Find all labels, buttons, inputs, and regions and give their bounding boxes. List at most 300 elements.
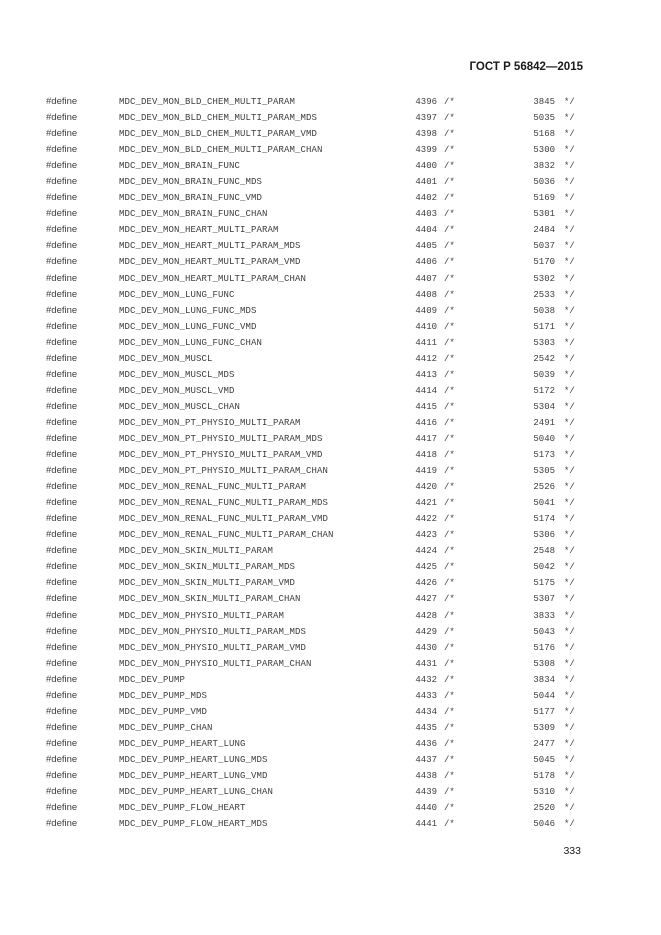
constant-value: 4432: [415, 674, 437, 685]
define-row: [0, 206, 661, 222]
comment-open: /*: [444, 803, 455, 814]
define-row: [0, 190, 661, 206]
comment-close: */: [564, 594, 575, 605]
constant-name: MDC_DEV_MON_MUSCL_VMD: [119, 385, 235, 396]
constant-value: 4416: [415, 417, 437, 428]
define-keyword: #define: [46, 657, 78, 669]
comment-open: /*: [444, 113, 455, 124]
constant-value: 4410: [415, 321, 437, 332]
comment-code: 5303: [533, 337, 555, 348]
comment-code: 5307: [533, 594, 555, 605]
constant-name: MDC_DEV_MON_SKIN_MULTI_PARAM_CHAN: [119, 594, 301, 605]
comment-close: */: [564, 225, 575, 236]
comment-code: 5046: [533, 819, 555, 830]
comment-close: */: [564, 738, 575, 749]
constant-value: 4429: [415, 626, 437, 637]
constant-value: 4408: [415, 289, 437, 300]
constant-value: 4437: [415, 754, 437, 765]
comment-open: /*: [444, 482, 455, 493]
constant-name: MDC_DEV_MON_SKIN_MULTI_PARAM_MDS: [119, 562, 296, 573]
define-keyword: #define: [46, 144, 78, 156]
define-row: [0, 94, 661, 110]
comment-close: */: [564, 530, 575, 541]
constant-name: MDC_DEV_MON_BLD_CHEM_MULTI_PARAM_MDS: [119, 113, 318, 124]
define-keyword: #define: [46, 128, 78, 140]
define-keyword: #define: [46, 176, 78, 188]
define-row: [0, 495, 661, 511]
comment-close: */: [564, 337, 575, 348]
comment-close: */: [564, 482, 575, 493]
comment-open: /*: [444, 674, 455, 685]
comment-code: 5310: [533, 787, 555, 798]
comment-code: 5300: [533, 145, 555, 156]
comment-close: */: [564, 706, 575, 717]
define-row: [0, 688, 661, 704]
comment-open: /*: [444, 273, 455, 284]
comment-open: /*: [444, 257, 455, 268]
constant-value: 4402: [415, 193, 437, 204]
constant-name: MDC_DEV_PUMP_FLOW_HEART_MDS: [119, 819, 268, 830]
constant-value: 4420: [415, 482, 437, 493]
comment-close: */: [564, 433, 575, 444]
define-keyword: #define: [46, 481, 78, 493]
constant-value: 4398: [415, 129, 437, 140]
define-keyword: #define: [46, 224, 78, 236]
comment-open: /*: [444, 690, 455, 701]
define-row: [0, 110, 661, 126]
comment-close: */: [564, 161, 575, 172]
define-row: [0, 399, 661, 415]
define-keyword: #define: [46, 192, 78, 204]
define-row: [0, 752, 661, 768]
define-keyword: #define: [46, 641, 78, 653]
define-keyword: #define: [46, 208, 78, 220]
comment-code: 5044: [533, 690, 555, 701]
define-keyword: #define: [46, 112, 78, 124]
define-keyword: #define: [46, 160, 78, 172]
define-row: [0, 768, 661, 784]
constant-name: MDC_DEV_MON_PT_PHYSIO_MULTI_PARAM: [119, 417, 301, 428]
constant-name: MDC_DEV_PUMP_VMD: [119, 706, 208, 717]
constant-value: 4414: [415, 385, 437, 396]
constant-value: 4425: [415, 562, 437, 573]
comment-close: */: [564, 610, 575, 621]
define-keyword: #define: [46, 400, 78, 412]
define-row: [0, 736, 661, 752]
comment-code: 5177: [533, 706, 555, 717]
define-keyword: #define: [46, 737, 78, 749]
comment-open: /*: [444, 305, 455, 316]
constant-value: 4426: [415, 578, 437, 589]
define-keyword: #define: [46, 673, 78, 685]
define-row: [0, 271, 661, 287]
constant-value: 4419: [415, 466, 437, 477]
define-keyword: #define: [46, 513, 78, 525]
comment-code: 2484: [533, 225, 555, 236]
constant-name: MDC_DEV_MON_BRAIN_FUNC_MDS: [119, 177, 263, 188]
comment-open: /*: [444, 321, 455, 332]
constant-value: 4417: [415, 433, 437, 444]
define-row: [0, 816, 661, 832]
comment-close: */: [564, 658, 575, 669]
define-keyword: #define: [46, 625, 78, 637]
constant-name: MDC_DEV_MON_PHYSIO_MULTI_PARAM_VMD: [119, 642, 307, 653]
comment-close: */: [564, 562, 575, 573]
constant-value: 4418: [415, 450, 437, 461]
comment-code: 5042: [533, 562, 555, 573]
constant-value: 4436: [415, 738, 437, 749]
define-keyword: #define: [46, 769, 78, 781]
define-row: [0, 624, 661, 640]
define-keyword: #define: [46, 593, 78, 605]
comment-open: /*: [444, 466, 455, 477]
constant-value: 4411: [415, 337, 437, 348]
constant-value: 4421: [415, 498, 437, 509]
comment-code: 5305: [533, 466, 555, 477]
comment-code: 5039: [533, 369, 555, 380]
constant-name: MDC_DEV_MON_MUSCL: [119, 353, 213, 364]
constant-value: 4440: [415, 803, 437, 814]
define-keyword: #define: [46, 802, 78, 814]
comment-code: 5174: [533, 514, 555, 525]
comment-close: */: [564, 498, 575, 509]
define-row: [0, 222, 661, 238]
define-keyword: #define: [46, 384, 78, 396]
comment-open: /*: [444, 417, 455, 428]
comment-code: 5178: [533, 770, 555, 781]
constant-name: MDC_DEV_PUMP_HEART_LUNG_MDS: [119, 754, 268, 765]
comment-code: 2548: [533, 546, 555, 557]
define-row: [0, 527, 661, 543]
comment-open: /*: [444, 787, 455, 798]
define-keyword: #define: [46, 753, 78, 765]
define-keyword: #define: [46, 304, 78, 316]
define-row: [0, 591, 661, 607]
comment-close: */: [564, 722, 575, 733]
define-row: [0, 351, 661, 367]
comment-close: */: [564, 819, 575, 830]
constant-name: MDC_DEV_MON_HEART_MULTI_PARAM_CHAN: [119, 273, 307, 284]
define-row: [0, 319, 661, 335]
comment-open: /*: [444, 754, 455, 765]
comment-code: 5308: [533, 658, 555, 669]
constant-value: 4441: [415, 819, 437, 830]
comment-open: /*: [444, 530, 455, 541]
comment-code: 2542: [533, 353, 555, 364]
comment-code: 5036: [533, 177, 555, 188]
define-keyword: #define: [46, 577, 78, 589]
define-row: [0, 575, 661, 591]
constant-name: MDC_DEV_MON_PHYSIO_MULTI_PARAM_CHAN: [119, 658, 312, 669]
constant-value: 4396: [415, 97, 437, 107]
define-keyword: #define: [46, 416, 78, 428]
page-number: 333: [563, 845, 581, 857]
comment-close: */: [564, 305, 575, 316]
define-row: [0, 142, 661, 158]
comment-close: */: [564, 257, 575, 268]
comment-code: 5175: [533, 578, 555, 589]
comment-open: /*: [444, 337, 455, 348]
define-row: [0, 463, 661, 479]
comment-close: */: [564, 417, 575, 428]
constant-name: MDC_DEV_MON_PT_PHYSIO_MULTI_PARAM_VMD: [119, 450, 323, 461]
define-row: [0, 720, 661, 736]
comment-close: */: [564, 642, 575, 653]
comment-code: 5169: [533, 193, 555, 204]
constant-name: MDC_DEV_PUMP_MDS: [119, 690, 208, 701]
constant-name: MDC_DEV_MON_PHYSIO_MULTI_PARAM: [119, 610, 285, 621]
comment-open: /*: [444, 770, 455, 781]
define-row: [0, 158, 661, 174]
constant-name: MDC_DEV_MON_HEART_MULTI_PARAM_MDS: [119, 241, 301, 252]
constant-name: MDC_DEV_MON_RENAL_FUNC_MULTI_PARAM_CHAN: [119, 530, 334, 541]
comment-code: 5309: [533, 722, 555, 733]
comment-open: /*: [444, 177, 455, 188]
define-row: [0, 800, 661, 816]
define-keyword: #define: [46, 545, 78, 557]
constant-name: MDC_DEV_MON_MUSCL_CHAN: [119, 401, 241, 412]
constant-value: 4438: [415, 770, 437, 781]
comment-close: */: [564, 193, 575, 204]
constant-value: 4431: [415, 658, 437, 669]
define-keyword: #define: [46, 96, 78, 107]
constant-value: 4412: [415, 353, 437, 364]
comment-close: */: [564, 385, 575, 396]
comment-code: 3845: [533, 97, 555, 107]
define-keyword: #define: [46, 368, 78, 380]
comment-open: /*: [444, 145, 455, 156]
constant-name: MDC_DEV_MON_PT_PHYSIO_MULTI_PARAM_MDS: [119, 433, 323, 444]
define-row: [0, 640, 661, 656]
comment-open: /*: [444, 369, 455, 380]
define-keyword: #define: [46, 240, 78, 252]
constant-name: MDC_DEV_MON_RENAL_FUNC_MULTI_PARAM_VMD: [119, 514, 329, 525]
constant-value: 4409: [415, 305, 437, 316]
comment-close: */: [564, 129, 575, 140]
comment-close: */: [564, 754, 575, 765]
constant-value: 4428: [415, 610, 437, 621]
comment-close: */: [564, 113, 575, 124]
define-row: [0, 303, 661, 319]
define-keyword: #define: [46, 465, 78, 477]
constant-value: 4407: [415, 273, 437, 284]
define-row: [0, 656, 661, 672]
comment-open: /*: [444, 594, 455, 605]
comment-open: /*: [444, 610, 455, 621]
comment-open: /*: [444, 819, 455, 830]
define-keyword: #define: [46, 320, 78, 332]
constant-name: MDC_DEV_MON_BLD_CHEM_MULTI_PARAM_CHAN: [119, 145, 323, 156]
constant-name: MDC_DEV_PUMP_HEART_LUNG: [119, 738, 246, 749]
comment-close: */: [564, 209, 575, 220]
comment-open: /*: [444, 658, 455, 669]
comment-open: /*: [444, 562, 455, 573]
comment-code: 5301: [533, 209, 555, 220]
comment-open: /*: [444, 241, 455, 252]
comment-code: 3833: [533, 610, 555, 621]
comment-open: /*: [444, 353, 455, 364]
define-keyword: #define: [46, 449, 78, 461]
constant-name: MDC_DEV_PUMP_HEART_LUNG_VMD: [119, 770, 268, 781]
comment-code: 5040: [533, 433, 555, 444]
comment-close: */: [564, 803, 575, 814]
comment-close: */: [564, 241, 575, 252]
constant-value: 4439: [415, 787, 437, 798]
define-row: [0, 559, 661, 575]
define-keyword: #define: [46, 352, 78, 364]
constant-name: MDC_DEV_MON_BRAIN_FUNC_VMD: [119, 193, 263, 204]
define-row: [0, 431, 661, 447]
comment-open: /*: [444, 129, 455, 140]
comment-code: 5171: [533, 321, 555, 332]
constant-name: MDC_DEV_PUMP: [119, 674, 186, 685]
constant-name: MDC_DEV_PUMP_FLOW_HEART: [119, 803, 246, 814]
comment-code: 2491: [533, 417, 555, 428]
define-keyword: #define: [46, 689, 78, 701]
define-keyword: #define: [46, 721, 78, 733]
define-keyword: #define: [46, 561, 78, 573]
define-keyword: #define: [46, 432, 78, 444]
comment-close: */: [564, 674, 575, 685]
define-row: [0, 543, 661, 559]
constant-value: 4434: [415, 706, 437, 717]
comment-close: */: [564, 289, 575, 300]
define-row: [0, 704, 661, 720]
define-keyword: #define: [46, 256, 78, 268]
constant-value: 4424: [415, 546, 437, 557]
constant-name: MDC_DEV_MON_BRAIN_FUNC_CHAN: [119, 209, 268, 220]
comment-open: /*: [444, 498, 455, 509]
define-row: [0, 511, 661, 527]
comment-close: */: [564, 450, 575, 461]
define-row: [0, 126, 661, 142]
define-row: [0, 238, 661, 254]
comment-code: 5304: [533, 401, 555, 412]
define-keyword: #define: [46, 272, 78, 284]
define-keyword: #define: [46, 705, 78, 717]
comment-code: 5302: [533, 273, 555, 284]
define-keyword: #define: [46, 497, 78, 509]
comment-code: 5172: [533, 385, 555, 396]
comment-close: */: [564, 321, 575, 332]
constant-name: MDC_DEV_MON_PHYSIO_MULTI_PARAM_MDS: [119, 626, 307, 637]
comment-open: /*: [444, 193, 455, 204]
comment-close: */: [564, 466, 575, 477]
constant-name: MDC_DEV_MON_BRAIN_FUNC: [119, 161, 241, 172]
constant-name: MDC_DEV_MON_HEART_MULTI_PARAM_VMD: [119, 257, 301, 268]
comment-close: */: [564, 353, 575, 364]
comment-open: /*: [444, 225, 455, 236]
define-row: [0, 447, 661, 463]
define-keyword: #define: [46, 529, 78, 541]
define-row: [0, 672, 661, 688]
constant-name: MDC_DEV_MON_SKIN_MULTI_PARAM: [119, 546, 274, 557]
constant-name: MDC_DEV_MON_LUNG_FUNC_CHAN: [119, 337, 263, 348]
define-row: [0, 335, 661, 351]
comment-open: /*: [444, 626, 455, 637]
define-keyword: #define: [46, 336, 78, 348]
define-row: [0, 383, 661, 399]
constant-value: 4413: [415, 369, 437, 380]
comment-open: /*: [444, 738, 455, 749]
comment-open: /*: [444, 433, 455, 444]
comment-open: /*: [444, 385, 455, 396]
comment-open: /*: [444, 642, 455, 653]
comment-code: 5176: [533, 642, 555, 653]
comment-code: 2520: [533, 803, 555, 814]
define-row: [0, 174, 661, 190]
constant-name: MDC_DEV_MON_BLD_CHEM_MULTI_PARAM_VMD: [119, 129, 318, 140]
comment-close: */: [564, 787, 575, 798]
comment-code: 2526: [533, 482, 555, 493]
define-list: [0, 94, 661, 832]
comment-close: */: [564, 145, 575, 156]
comment-open: /*: [444, 401, 455, 412]
comment-open: /*: [444, 97, 455, 107]
comment-code: 5037: [533, 241, 555, 252]
constant-name: MDC_DEV_MON_RENAL_FUNC_MULTI_PARAM_MDS: [119, 498, 329, 509]
comment-open: /*: [444, 722, 455, 733]
comment-open: /*: [444, 514, 455, 525]
constant-value: 4399: [415, 145, 437, 156]
constant-value: 4423: [415, 530, 437, 541]
comment-code: 5045: [533, 754, 555, 765]
constant-name: MDC_DEV_MON_LUNG_FUNC_VMD: [119, 321, 257, 332]
constant-value: 4397: [415, 113, 437, 124]
comment-code: 5170: [533, 257, 555, 268]
define-row: [0, 367, 661, 383]
define-row: [0, 784, 661, 800]
constant-name: MDC_DEV_MON_HEART_MULTI_PARAM: [119, 225, 279, 236]
comment-close: */: [564, 578, 575, 589]
constant-value: 4427: [415, 594, 437, 605]
constant-name: MDC_DEV_MON_SKIN_MULTI_PARAM_VMD: [119, 578, 296, 589]
comment-code: 5168: [533, 129, 555, 140]
constant-value: 4433: [415, 690, 437, 701]
comment-code: 5043: [533, 626, 555, 637]
comment-open: /*: [444, 578, 455, 589]
comment-close: */: [564, 626, 575, 637]
define-row: [0, 415, 661, 431]
comment-code: 3832: [533, 161, 555, 172]
comment-code: 2533: [533, 289, 555, 300]
comment-close: */: [564, 97, 575, 107]
constant-name: MDC_DEV_MON_MUSCL_MDS: [119, 369, 235, 380]
comment-close: */: [564, 770, 575, 781]
constant-value: 4422: [415, 514, 437, 525]
comment-code: 5306: [533, 530, 555, 541]
define-row: [0, 608, 661, 624]
comment-code: 2477: [533, 738, 555, 749]
comment-open: /*: [444, 546, 455, 557]
comment-open: /*: [444, 706, 455, 717]
comment-close: */: [564, 177, 575, 188]
constant-value: 4435: [415, 722, 437, 733]
constant-value: 4406: [415, 257, 437, 268]
comment-close: */: [564, 401, 575, 412]
define-keyword: #define: [46, 609, 78, 621]
comment-open: /*: [444, 209, 455, 220]
comment-close: */: [564, 514, 575, 525]
constant-name: MDC_DEV_MON_LUNG_FUNC: [119, 289, 235, 300]
comment-open: /*: [444, 450, 455, 461]
define-row: [0, 287, 661, 303]
constant-value: 4405: [415, 241, 437, 252]
constant-value: 4430: [415, 642, 437, 653]
comment-code: 5041: [533, 498, 555, 509]
define-row: [0, 479, 661, 495]
define-keyword: #define: [46, 818, 78, 830]
